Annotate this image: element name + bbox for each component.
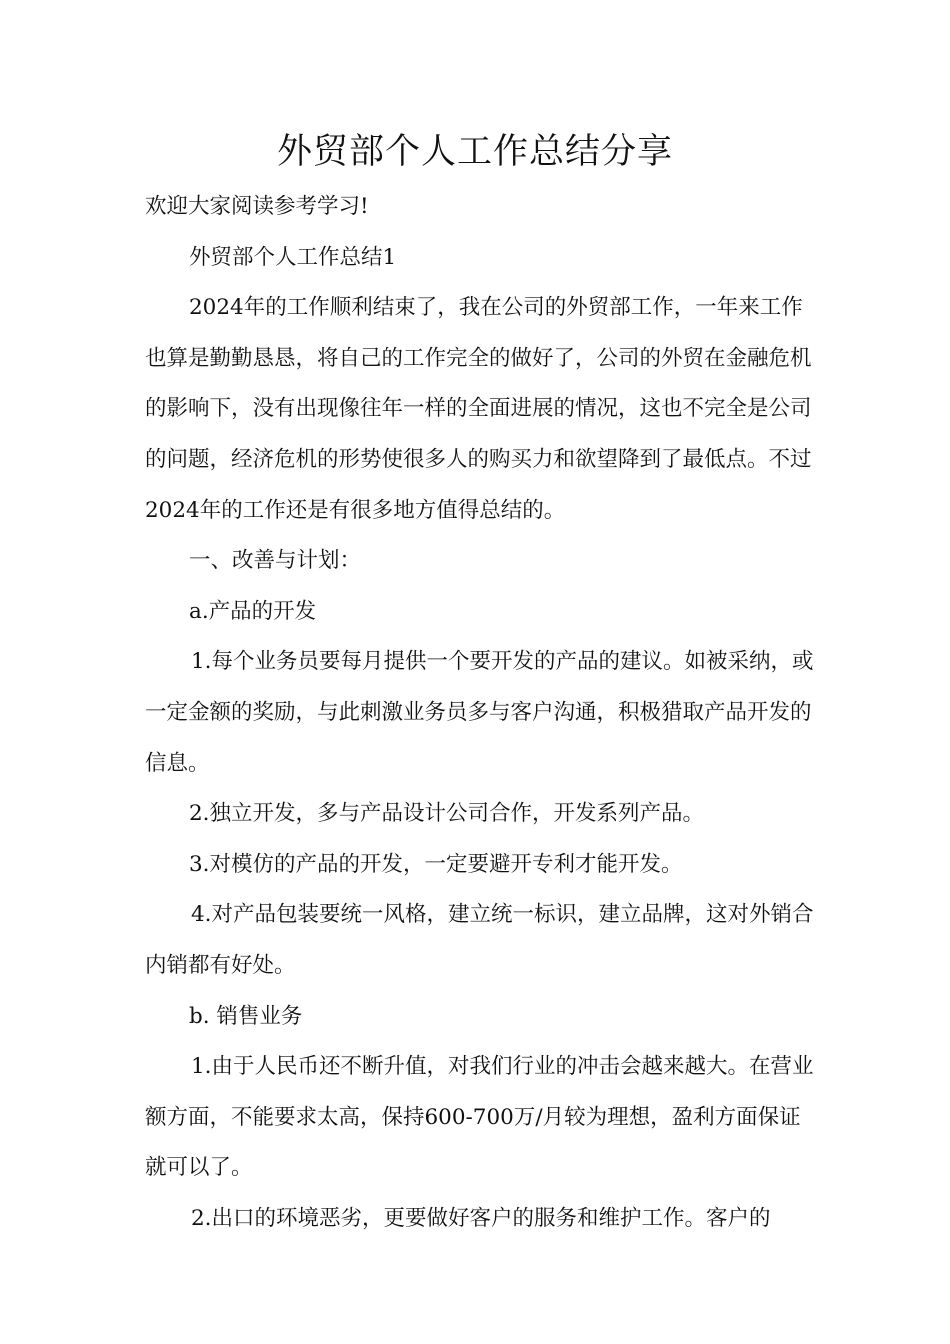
list-item: 4.对产品包装要统一风格，建立统一标识，建立品牌，这对外销合内销都有好处。 [145, 902, 814, 978]
list-item: 2.独立开发，多与产品设计公司合作，开发系列产品。 [189, 801, 705, 827]
document-title: 外贸部个人工作总结分享 [276, 132, 673, 172]
list-item: 2.出口的环境恶劣，更要做好客户的服务和维护工作。客户的 [191, 1205, 771, 1231]
greeting-paragraph: 欢迎大家阅读参考学习! [145, 194, 369, 219]
list-item: 3.对模仿的产品的开发，一定要避开专利才能开发。 [189, 851, 683, 877]
section-heading: 外贸部个人工作总结1 [189, 244, 397, 270]
improvement-heading: 一、改善与计划： [189, 548, 362, 574]
document-body [145, 182, 815, 1244]
list-item: 1.由于人民币还不断升值，对我们行业的冲击会越来越大。在营业额方面，不能要求太高，保持600-700万/月较为理想，盈利方面保证就可以了。 [145, 1054, 814, 1181]
subsection-product-development: a.产品的开发 [189, 598, 317, 624]
intro-paragraph: 2024年的工作顺利结束了，我在公司的外贸部工作，一年来工作也算是勤勤恳恳，将自己的工作完全的做好了，公司的外贸在金融危机的影响下，没有出现像往年一样的全面进展的情况，这也不完全是公司的问题，经济危机的形势使很多人的购买力和欲望降到了最低点。不过2024年的工作还是有很多地方值得总结的。 [145, 295, 812, 523]
subsection-sales: b. 销售业务 [189, 1003, 303, 1029]
list-item: 1.每个业务员要每月提供一个要开发的产品的建议。如被采纳，或一定金额的奖励，与此刺激业务员多与客户沟通，积极猎取产品开发的信息。 [145, 649, 814, 776]
